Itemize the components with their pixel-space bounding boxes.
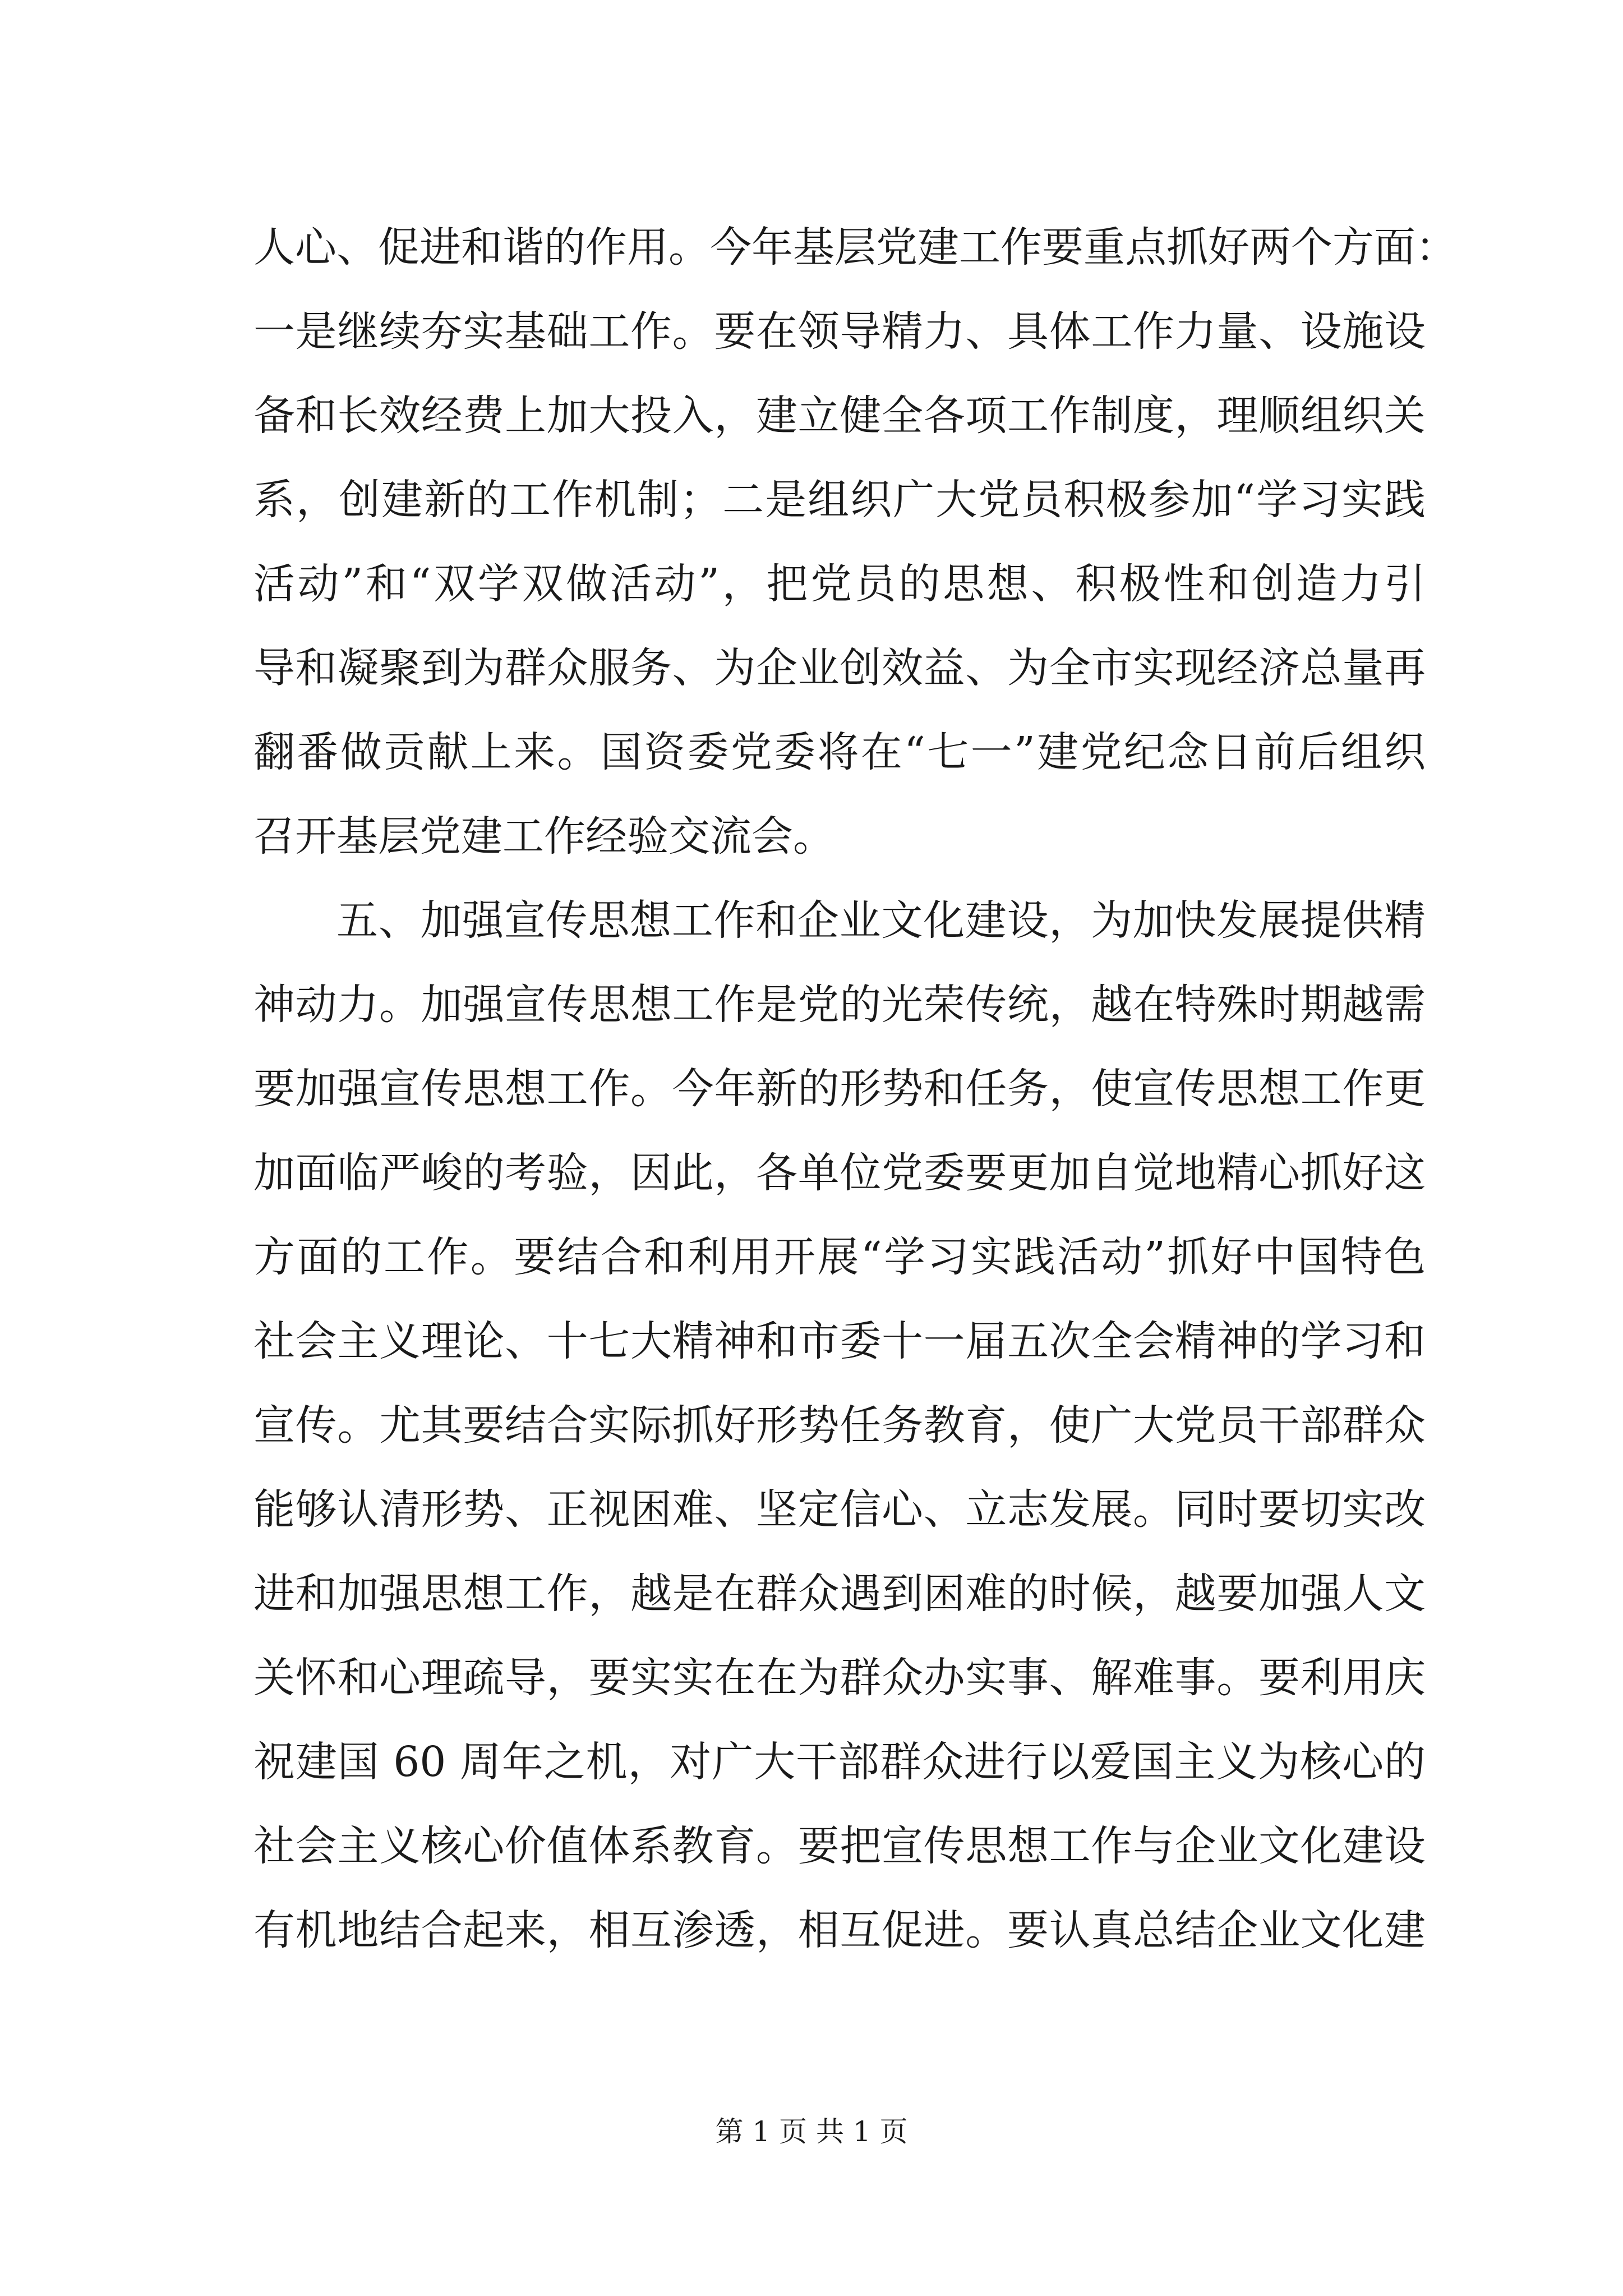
paragraph-2-line-11: 祝建国 60 周年之机，对广大干部群众进行以爱国主义为核心的: [253, 1738, 1426, 1786]
page-footer: [0, 2115, 1623, 2148]
paragraph-2-line-5: 方面的工作。要结合和利用开展“学习实践活动”抓好中国特色: [253, 1233, 1426, 1281]
paragraph-1-line-1: 人心、促进和谐的作用。今年基层党建工作要重点抓好两个方面：: [253, 223, 1457, 272]
paragraph-2-line-1: 五、加强宣传思想工作和企业文化建设，为加快发展提供精: [336, 896, 1426, 945]
paragraph-1-line-5: 活动”和“双学双做活动”，把党员的思想、积极性和创造力引: [253, 560, 1426, 608]
paragraph-1-line-8: 召开基层党建工作经验交流会。: [253, 812, 834, 861]
paragraph-2-line-3: 要加强宣传思想工作。今年新的形势和任务，使宣传思想工作更: [253, 1065, 1426, 1113]
paragraph-2-line-12: 社会主义核心价值体系教育。要把宣传思想工作与企业文化建设: [253, 1822, 1426, 1870]
document-body: [253, 205, 1457, 1972]
paragraph-1-line-2: 一是继续夯实基础工作。要在领导精力、具体工作力量、设施设: [253, 307, 1426, 356]
paragraph-2-line-8: 能够认清形势、正视困难、坚定信心、立志发展。同时要切实改: [253, 1485, 1426, 1534]
paragraph-2-line-10: 关怀和心理疏导，要实实在在为群众办实事、解难事。要利用庆: [253, 1654, 1426, 1702]
paragraph-2-line-6: 社会主义理论、十七大精神和市委十一届五次全会精神的学习和: [253, 1317, 1426, 1365]
paragraph-1-line-3: 备和长效经费上加大投入，建立健全各项工作制度，理顺组织关: [253, 392, 1426, 440]
paragraph-1-line-4: 系，创建新的工作机制；二是组织广大党员积极参加“学习实践: [253, 476, 1426, 524]
paragraph-2-line-9: 进和加强思想工作，越是在群众遇到困难的时候，越要加强人文: [253, 1570, 1426, 1618]
paragraph-2-line-4: 加面临严峻的考验，因此，各单位党委要更加自觉地精心抓好这: [253, 1149, 1426, 1197]
paragraph-2-line-13: 有机地结合起来，相互渗透，相互促进。要认真总结企业文化建: [253, 1906, 1426, 1954]
paragraph-2-line-7: 宣传。尤其要结合实际抓好形势任务教育，使广大党员干部群众: [253, 1401, 1426, 1450]
paragraph-1-line-7: 翻番做贡献上来。国资委党委将在“七一”建党纪念日前后组织: [253, 728, 1426, 776]
paragraph-1-line-6: 导和凝聚到为群众服务、为企业创效益、为全市实现经济总量再: [253, 644, 1426, 692]
paragraph-2-line-2: 神动力。加强宣传思想工作是党的光荣传统，越在特殊时期越需: [253, 981, 1426, 1029]
page-number-label: 第 1 页 共 1 页: [715, 2115, 908, 2148]
